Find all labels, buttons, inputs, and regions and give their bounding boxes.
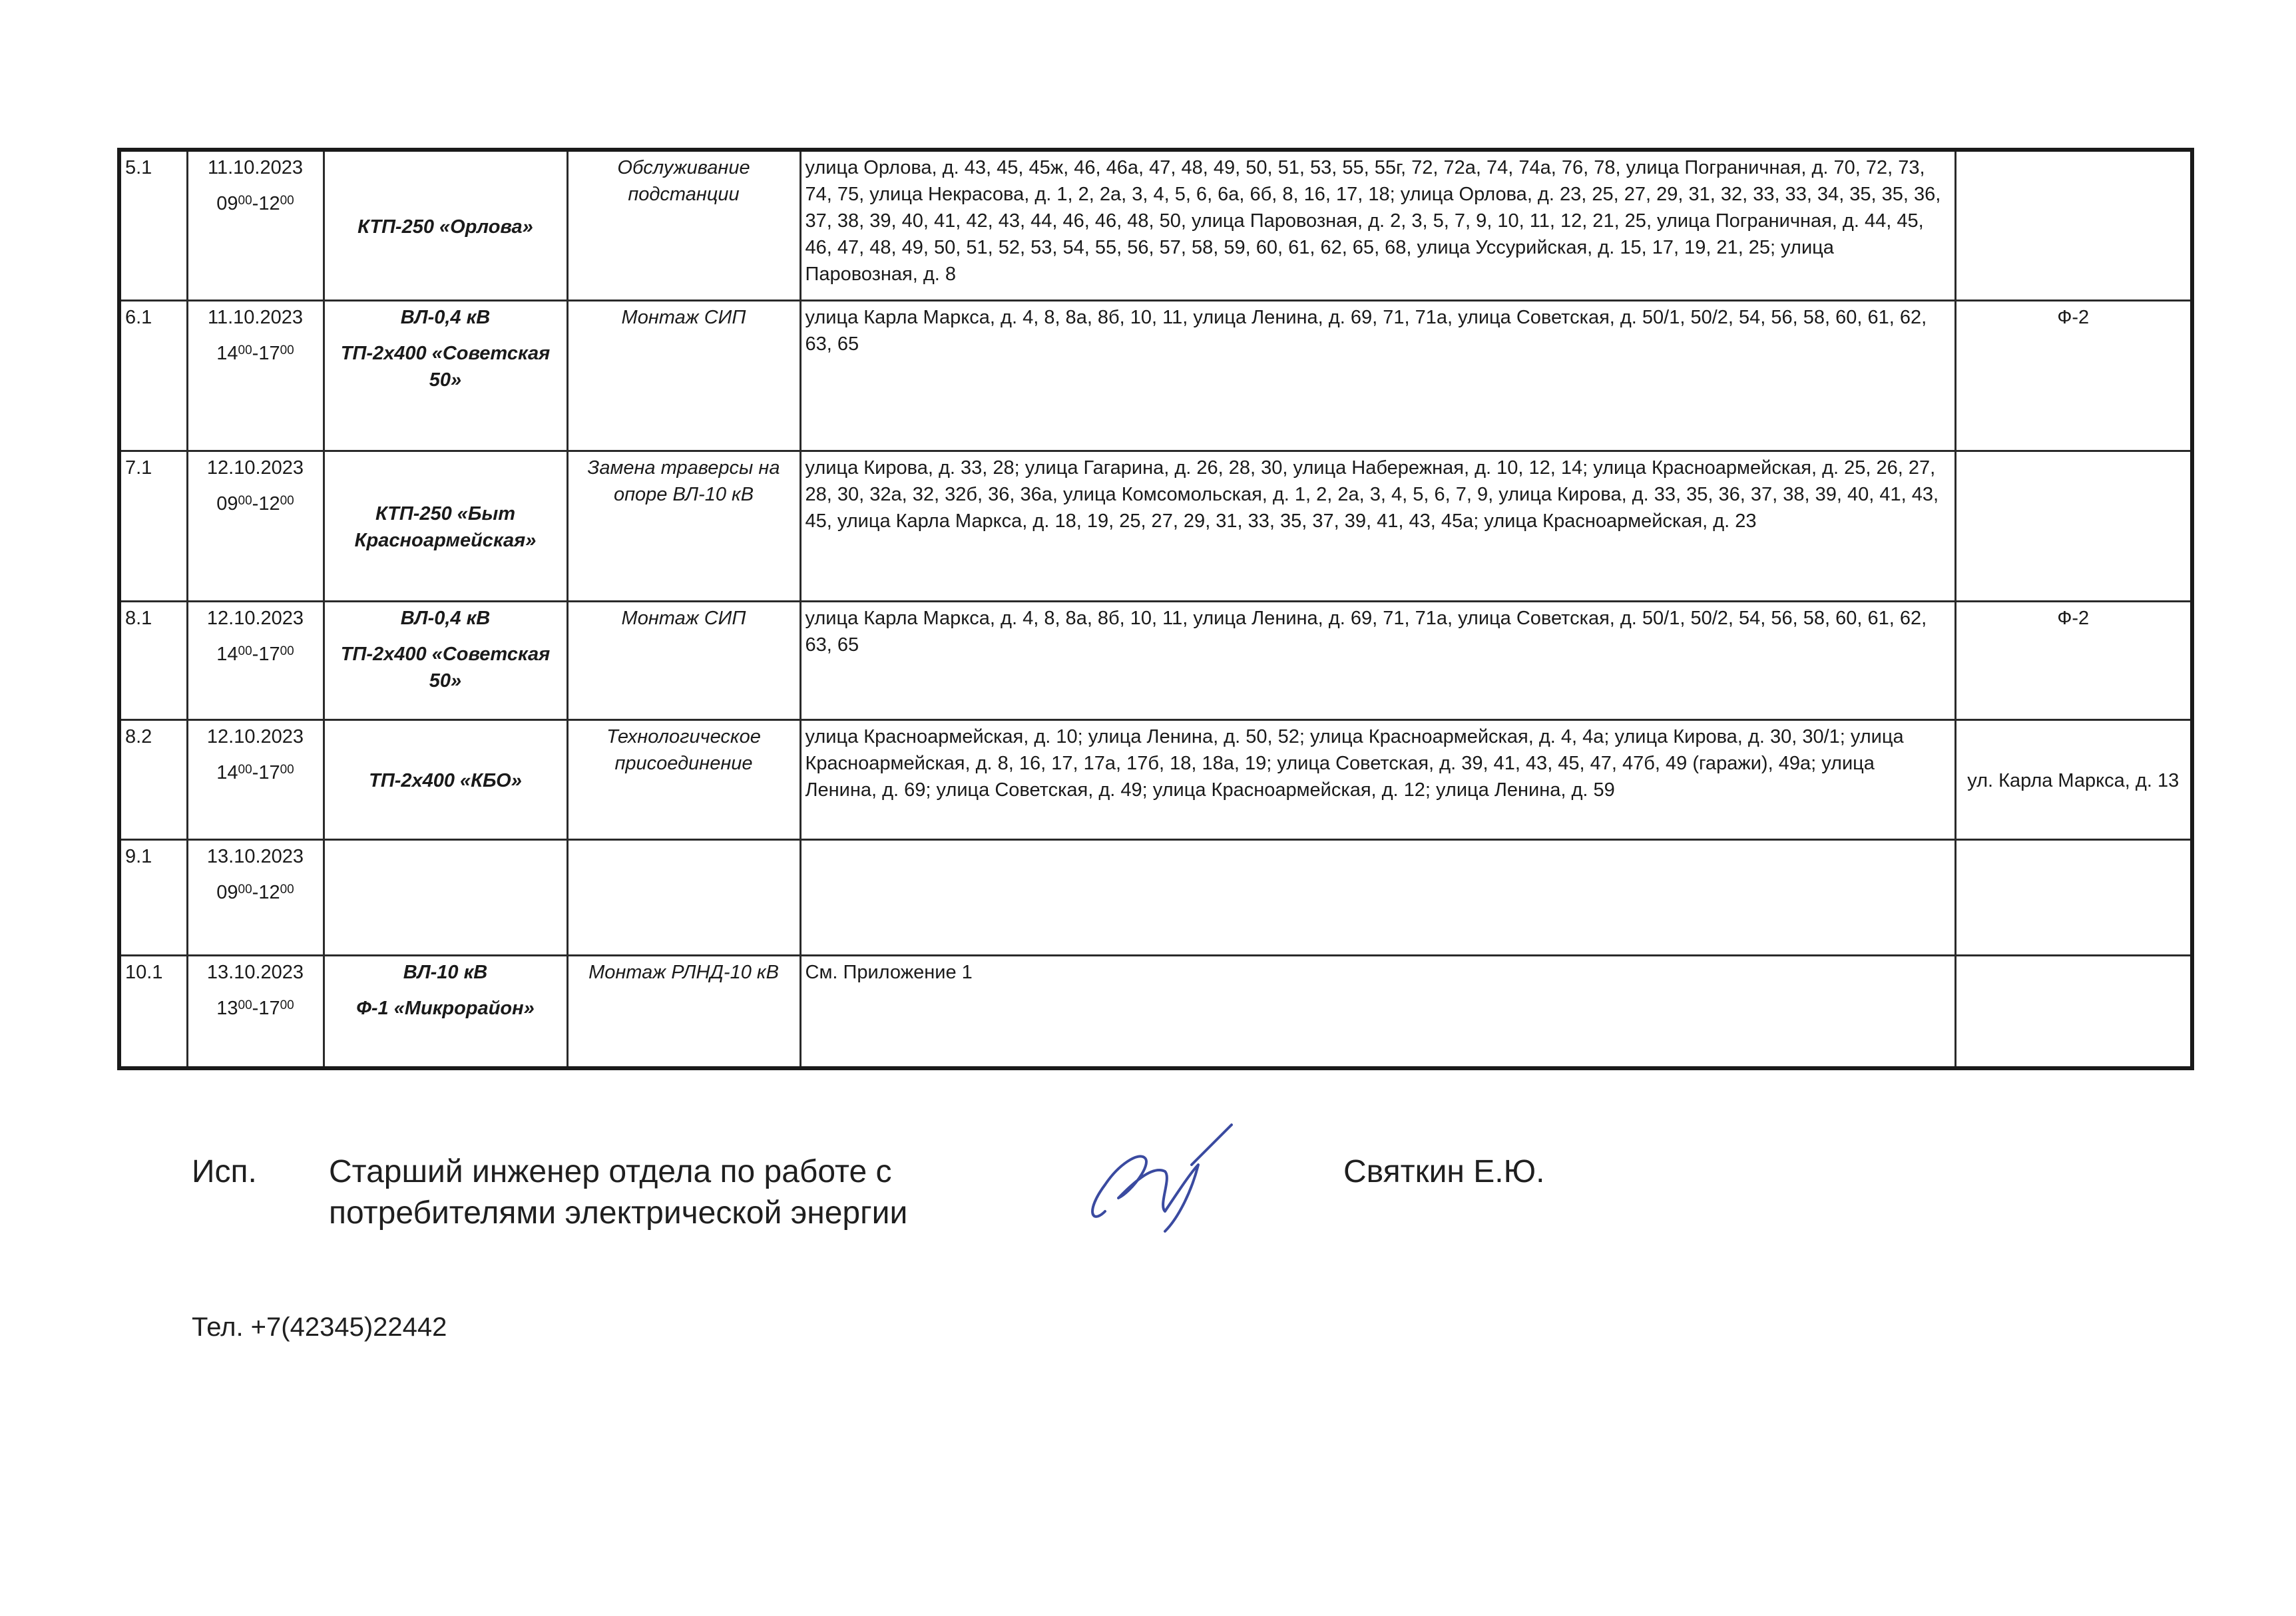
row-number: 6.1 — [119, 300, 187, 451]
table-row — [119, 839, 2192, 955]
table-row — [119, 719, 2192, 839]
table-row — [119, 955, 2192, 1068]
date: 12.10.2023 — [206, 725, 304, 747]
time-range: $09^{00}-12^{00}$ — [216, 493, 294, 514]
time-range: $09^{00}-12^{00}$ — [216, 193, 294, 214]
time-range: $14^{00}-17^{00}$ — [216, 643, 294, 665]
addresses: улица Орлова, д. 43, 45, 45ж, 46, 46а, 47, 48, 49, 50, 51, 53, 55, 55г, 72, 72а, 74, 74а, 76, 78, улица Пограничная, д. 70, 72, 73, 74, 75, улица Некрасова, д. 1, 2, 2а, 3, 4, 5, 6, 6а, 6б, 8, 16, 17, 18; улица Орлова, д. 23, 25, 27, 29, 31, 32, 33, 33, 34, 35, 35, 36, 37, 38, 39, 40, 41, 42, 43, 44, 46, 46, 48, 50, улица Паровозная, д. 2, 3, 5, 7, 9, 10, 11, 12, 21, 25, улица Пограничная, д. 44, 45, 46, 47, 48, 49, 50, 51, 52, 53, 54, 55, 56, 57, 58, 59, 60, 61, 62, 65, 68, улица Уссурийская, д. 15, 17, 19, 21, 25; улица Паровозная, д. 8 — [800, 150, 1955, 300]
object-cell: ВЛ-0,4 кВ ТП-2х400 «Советская 50» — [324, 300, 567, 451]
executor-label: Исп. — [192, 1154, 257, 1189]
object-cell: ВЛ-0,4 кВ ТП-2х400 «Советская 50» — [324, 601, 567, 719]
date-cell — [187, 300, 324, 451]
work-type: Монтаж РЛНД-10 кВ — [567, 955, 800, 1068]
time-range: $14^{00}-17^{00}$ — [216, 342, 294, 364]
note: Ф-2 — [1955, 300, 2192, 451]
date: 13.10.2023 — [206, 845, 304, 867]
note — [1955, 150, 2192, 300]
work-type: Замена траверсы на опоре ВЛ-10 кВ — [567, 451, 800, 601]
table-row — [119, 451, 2192, 601]
work-type — [567, 839, 800, 955]
signature-image — [1078, 1111, 1265, 1245]
row-number: 8.1 — [119, 601, 187, 719]
row-number: 9.1 — [119, 839, 187, 955]
date: 12.10.2023 — [206, 457, 304, 479]
table-row — [119, 150, 2192, 300]
note — [1955, 955, 2192, 1068]
row-number: 5.1 — [119, 150, 187, 300]
date-cell — [187, 451, 324, 601]
date: 13.10.2023 — [206, 961, 304, 983]
date-cell — [187, 719, 324, 839]
date: 11.10.2023 — [208, 306, 303, 328]
date: 11.10.2023 — [208, 157, 303, 178]
work-type: Обслуживание подстанции — [567, 150, 800, 300]
time-range: $14^{00}-17^{00}$ — [216, 761, 294, 783]
work-type: Технологическое присоединение — [567, 719, 800, 839]
addresses: См. Приложение 1 — [800, 955, 1955, 1068]
note: Ф-2 — [1955, 601, 2192, 719]
addresses: улица Красноармейская, д. 10; улица Ленина, д. 50, 52; улица Красноармейская, д. 4, 4а; улица Кирова, д. 30, 30/1; улица Красноармейская, д. 8, 16, 17, 17а, 17б, 18, 18а, 19; улица Советская, д. 39, 41, 43, 45, 47, 47б, 49 (гаражи), 49а; улица Ленина, д. 69; улица Советская, д. 49; улица Красноармейская, д. 12; улица Ленина, д. 59 — [800, 719, 1955, 839]
table-row — [119, 601, 2192, 719]
phone: Тел. +7(42345)22442 — [192, 1313, 447, 1342]
row-number: 10.1 — [119, 955, 187, 1068]
executor-position: Старший инженер отдела по работе с потребителями электрической энергии — [329, 1154, 908, 1231]
time-range: $09^{00}-12^{00}$ — [216, 881, 294, 903]
addresses — [800, 839, 1955, 955]
note — [1955, 451, 2192, 601]
row-number: 8.2 — [119, 719, 187, 839]
object-cell — [324, 839, 567, 955]
note: ул. Карла Маркса, д. 13 — [1955, 719, 2192, 839]
addresses: улица Карла Маркса, д. 4, 8, 8а, 8б, 10, 11, улица Ленина, д. 69, 71, 71а, улица Советская, д. 50/1, 50/2, 54, 56, 58, 60, 61, 62, 63, 65 — [800, 300, 1955, 451]
date-cell — [187, 839, 324, 955]
executor-name: Святкин Е.Ю. — [1343, 1154, 1545, 1189]
date: 12.10.2023 — [206, 607, 304, 629]
object-cell: КТП-250 «Орлова» — [324, 150, 567, 300]
time-range: $13^{00}-17^{00}$ — [216, 997, 294, 1019]
work-type: Монтаж СИП — [567, 601, 800, 719]
work-type: Монтаж СИП — [567, 300, 800, 451]
date-cell — [187, 601, 324, 719]
addresses: улица Кирова, д. 33, 28; улица Гагарина, д. 26, 28, 30, улица Набережная, д. 10, 12, 14; улица Красноармейская, д. 25, 26, 27, 28, 30, 32а, 32, 32б, 36, 36а, улица Комсомольская, д. 1, 2, 2а, 3, 4, 5, 6, 7, 9, улица Кирова, д. 33, 35, 36, 37, 38, 39, 40, 41, 43, 45, улица Карла Маркса, д. 18, 19, 25, 27, 29, 31, 33, 35, 37, 39, 41, 43, 45а; улица Красноармейская, д. 23 — [800, 451, 1955, 601]
schedule-table — [117, 148, 2194, 1070]
table-row — [119, 300, 2192, 451]
row-number: 7.1 — [119, 451, 187, 601]
addresses: улица Карла Маркса, д. 4, 8, 8а, 8б, 10, 11, улица Ленина, д. 69, 71, 71а, улица Советская, д. 50/1, 50/2, 54, 56, 58, 60, 61, 62, 63, 65 — [800, 601, 1955, 719]
note — [1955, 839, 2192, 955]
object-cell: ВЛ-10 кВ Ф-1 «Микрорайон» — [324, 955, 567, 1068]
object-cell: ТП-2х400 «КБО» — [324, 719, 567, 839]
object-cell: КТП-250 «Быт Красноармейская» — [324, 451, 567, 601]
date-cell — [187, 955, 324, 1068]
date-cell — [187, 150, 324, 300]
